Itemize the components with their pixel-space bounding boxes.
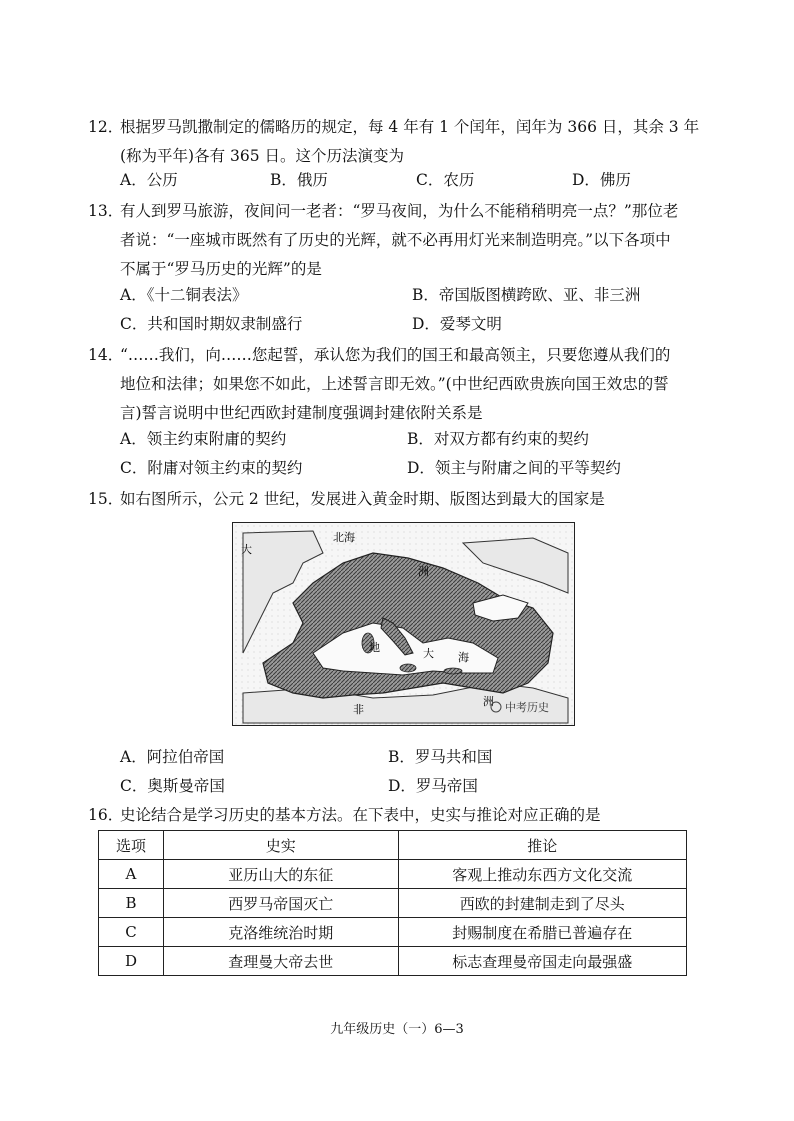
option-b[interactable]: B．俄历 (270, 171, 328, 189)
option-c[interactable]: C．农历 (416, 171, 475, 189)
options-15-row1 (120, 745, 720, 774)
options-13-row2 (120, 312, 720, 341)
option-d[interactable]: D．罗马帝国 (388, 777, 478, 795)
option-c[interactable]: C．附庸对领主约束的契约 (120, 459, 303, 477)
question-stem-line: “……我们，向……您起誓，承认您为我们的国王和最高领主，只要您遵从我们的 (120, 346, 671, 364)
options-12 (120, 168, 720, 197)
option-a[interactable]: A．领主约束附庸的契约 (120, 430, 287, 448)
table-header: 选项 (99, 831, 164, 860)
question-stem-line: 如右图所示，公元 2 世纪，发展进入黄金时期、版图达到最大的国家是 (120, 490, 605, 508)
options-13-row1 (120, 283, 720, 312)
table-cell: 西罗马帝国灭亡 (163, 889, 398, 918)
option-a[interactable]: A．公历 (120, 171, 178, 189)
option-a[interactable]: A．《十二铜表法》 (120, 286, 248, 304)
option-b[interactable]: B．对双方都有约束的契约 (407, 430, 589, 448)
map-label: 大 (423, 647, 434, 660)
question-stem-line: (称为平年)各有 365 日。这个历法演变为 (120, 147, 405, 165)
table-row (99, 947, 687, 976)
table-row (99, 889, 687, 918)
question-number: 13． (88, 202, 124, 220)
options-15-row2 (120, 774, 720, 803)
options-14-row2 (120, 456, 720, 485)
table-cell: 查理曼大帝去世 (163, 947, 398, 976)
map-label: 大 (241, 543, 252, 556)
question-number: 16． (88, 806, 124, 824)
option-d[interactable]: D．佛历 (572, 171, 631, 189)
table-cell: A (99, 860, 164, 889)
table-row (99, 918, 687, 947)
map-label: 海 (458, 651, 469, 664)
table-row (99, 860, 687, 889)
map-label: 非 (353, 703, 364, 716)
table-cell: 西欧的封建制走到了尽头 (398, 889, 687, 918)
table-header: 推论 (398, 831, 687, 860)
question-stem-line: 地位和法律；如果您不如此，上述誓言即无效。”(中世纪西欧贵族向国王效忠的誓 (120, 375, 669, 393)
option-c[interactable]: C．共和国时期奴隶制盛行 (120, 315, 303, 333)
roman-empire-map (232, 522, 575, 726)
history-table (98, 830, 687, 976)
question-stem-line: 者说：“一座城市既然有了历史的光辉，就不必再用灯光来制造明亮。”以下各项中 (120, 231, 671, 249)
question-number: 14． (88, 346, 124, 364)
question-number: 15． (88, 490, 124, 508)
question-stem-line: 言)誓言说明中世纪西欧封建制度强调封建依附关系是 (120, 404, 483, 422)
map-label: 洲 (418, 565, 429, 578)
options-14-row1 (120, 427, 720, 456)
table-header: 史实 (163, 831, 398, 860)
question-stem-line: 史论结合是学习历史的基本方法。在下表中，史实与推论对应正确的是 (120, 806, 601, 824)
question-stem-line: 不属于“罗马历史的光辉”的是 (120, 260, 322, 278)
question-number: 12． (88, 118, 124, 136)
map-label: 地 (369, 641, 380, 654)
question-14 (88, 341, 708, 428)
table-cell: 亚历山大的东征 (163, 860, 398, 889)
option-c[interactable]: C．奥斯曼帝国 (120, 777, 225, 795)
option-a[interactable]: A．阿拉伯帝国 (120, 748, 225, 766)
map-label: 洲 (483, 695, 494, 708)
option-b[interactable]: B．罗马共和国 (388, 748, 493, 766)
option-d[interactable]: D．领主与附庸之间的平等契约 (407, 459, 621, 477)
table-cell: 客观上推动东西方文化交流 (398, 860, 687, 889)
question-stem-line: 根据罗马凯撒制定的儒略历的规定，每 4 年有 1 个闰年，闰年为 366 日，其余 3 年 (120, 118, 700, 136)
table-cell: D (99, 947, 164, 976)
question-16 (88, 801, 708, 830)
table-cell: 封赐制度在希腊已普遍存在 (398, 918, 687, 947)
map-graphic (233, 523, 574, 725)
option-d[interactable]: D．爱琴文明 (412, 315, 502, 333)
question-stem-line: 有人到罗马旅游，夜间问一老者：“罗马夜间，为什么不能稍稍明亮一点？”那位老 (120, 202, 679, 220)
table-cell: 克洛维统治时期 (163, 918, 398, 947)
map-watermark: 中考历史 (505, 701, 549, 714)
table-header-row (99, 831, 687, 860)
question-15 (88, 485, 708, 514)
question-13 (88, 197, 708, 284)
question-12 (88, 113, 708, 171)
table-cell: B (99, 889, 164, 918)
page-footer: 九年级历史（一）6—3 (330, 1022, 464, 1037)
map-label: 北海 (333, 531, 355, 544)
option-b[interactable]: B．帝国版图横跨欧、亚、非三洲 (412, 286, 641, 304)
table-cell: C (99, 918, 164, 947)
table-cell: 标志查理曼帝国走向最强盛 (398, 947, 687, 976)
